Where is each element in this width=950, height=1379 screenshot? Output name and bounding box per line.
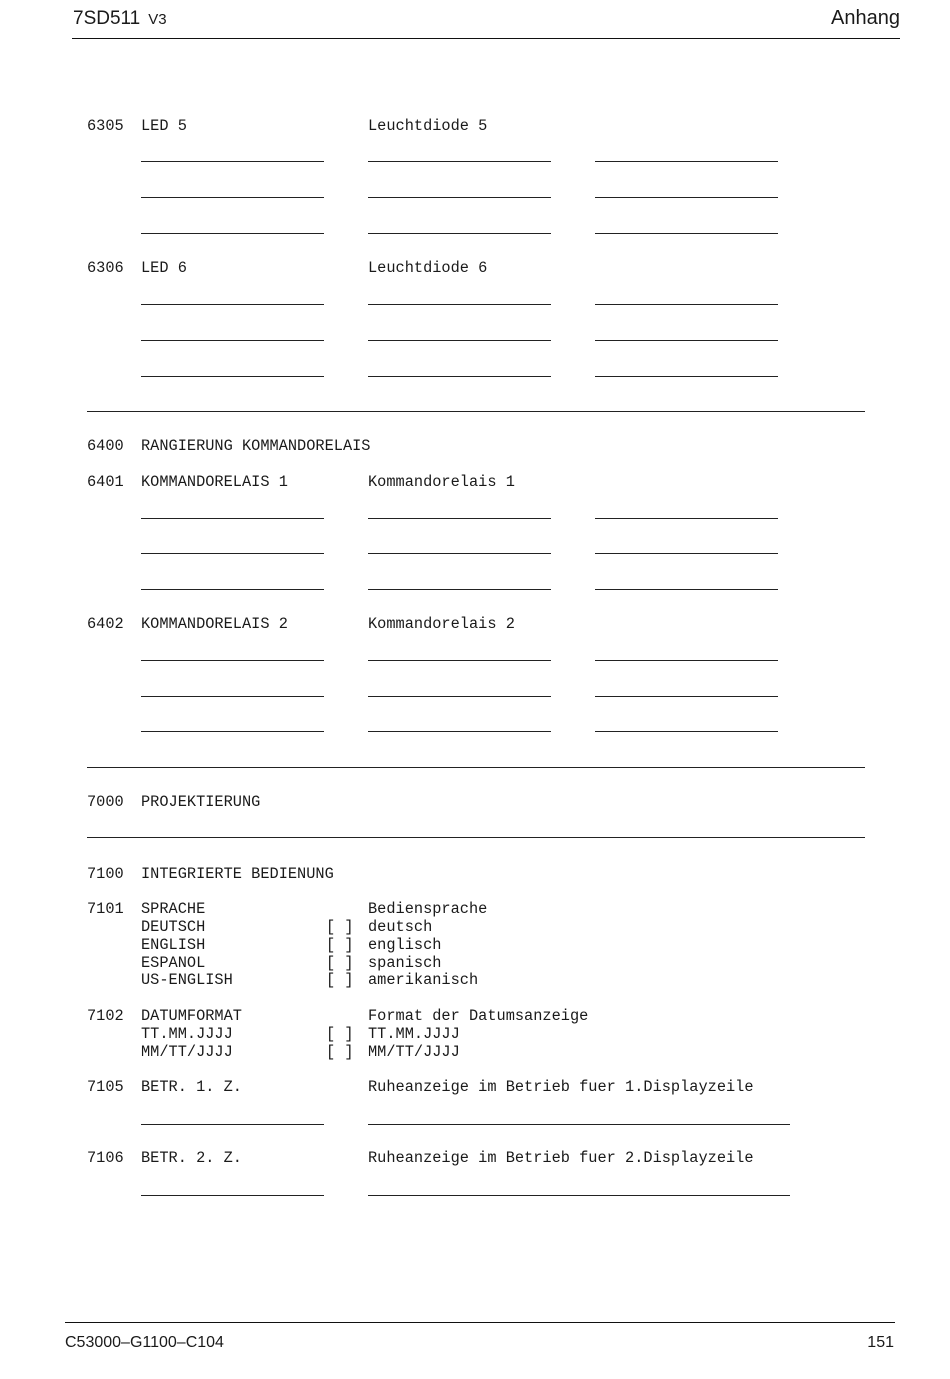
footer-page-number: 151 <box>867 1334 894 1351</box>
section-code: 6400 <box>87 437 124 455</box>
entry-blank[interactable] <box>595 589 778 590</box>
item-description: Leuchtdiode 5 <box>368 117 488 135</box>
item-description: Ruheanzeige im Betrieb fuer 2.Displayzeile <box>368 1149 754 1167</box>
entry-blank[interactable] <box>368 731 551 732</box>
item-description: Kommandorelais 1 <box>368 473 515 491</box>
option-value: ENGLISH <box>141 936 206 954</box>
entry-blank[interactable] <box>368 589 551 590</box>
option-checkbox[interactable]: [ ] <box>326 918 354 936</box>
footer-rule <box>65 1322 895 1323</box>
entry-blank[interactable] <box>368 518 551 519</box>
entry-blank[interactable] <box>141 731 324 732</box>
section-title: RANGIERUNG KOMMANDORELAIS <box>141 437 371 455</box>
section-separator <box>87 411 865 412</box>
option-value: MM/TT/JJJJ <box>141 1043 233 1061</box>
option-value: ESPANOL <box>141 954 206 972</box>
item-description: Kommandorelais 2 <box>368 615 515 633</box>
item-name: BETR. 1. Z. <box>141 1078 242 1096</box>
entry-blank[interactable] <box>595 731 778 732</box>
entry-blank[interactable] <box>595 660 778 661</box>
entry-blank[interactable] <box>141 660 324 661</box>
header-model <box>73 8 167 30</box>
item-name: DATUMFORMAT <box>141 1007 242 1025</box>
item-name: LED 5 <box>141 117 187 135</box>
item-name: KOMMANDORELAIS 1 <box>141 473 288 491</box>
option-label: deutsch <box>368 918 433 936</box>
section-separator <box>87 767 865 768</box>
section-title: INTEGRIERTE BEDIENUNG <box>141 865 334 883</box>
entry-blank[interactable] <box>141 304 324 305</box>
entry-blank[interactable] <box>141 233 324 234</box>
entry-blank[interactable] <box>368 376 551 377</box>
entry-blank[interactable] <box>595 340 778 341</box>
section-separator <box>87 837 865 838</box>
section-code: 7100 <box>87 865 124 883</box>
option-checkbox[interactable]: [ ] <box>326 971 354 989</box>
entry-blank[interactable] <box>141 340 324 341</box>
option-checkbox[interactable]: [ ] <box>326 954 354 972</box>
entry-blank-long[interactable] <box>368 1124 790 1125</box>
item-name: SPRACHE <box>141 900 206 918</box>
option-value: US-ENGLISH <box>141 971 233 989</box>
header-model-name: 7SD511 <box>73 8 141 29</box>
item-code: 6402 <box>87 615 124 633</box>
entry-blank[interactable] <box>595 233 778 234</box>
entry-blank[interactable] <box>141 696 324 697</box>
option-label: spanisch <box>368 954 442 972</box>
item-code: 7105 <box>87 1078 124 1096</box>
entry-blank-long[interactable] <box>368 1195 790 1196</box>
item-code: 6306 <box>87 259 124 277</box>
entry-blank[interactable] <box>595 518 778 519</box>
option-checkbox[interactable]: [ ] <box>326 936 354 954</box>
entry-blank[interactable] <box>368 553 551 554</box>
section-code: 7000 <box>87 793 124 811</box>
option-label: englisch <box>368 936 442 954</box>
entry-blank[interactable] <box>141 376 324 377</box>
entry-blank[interactable] <box>141 518 324 519</box>
entry-blank[interactable] <box>368 660 551 661</box>
item-description: Format der Datumsanzeige <box>368 1007 589 1025</box>
item-code: 6401 <box>87 473 124 491</box>
entry-blank[interactable] <box>141 1124 324 1125</box>
entry-blank[interactable] <box>368 161 551 162</box>
item-code: 7102 <box>87 1007 124 1025</box>
header-version: V3 <box>148 11 167 28</box>
item-name: LED 6 <box>141 259 187 277</box>
entry-blank[interactable] <box>368 197 551 198</box>
item-description: Leuchtdiode 6 <box>368 259 488 277</box>
item-code: 7106 <box>87 1149 124 1167</box>
item-code: 7101 <box>87 900 124 918</box>
option-label: TT.MM.JJJJ <box>368 1025 460 1043</box>
option-checkbox[interactable]: [ ] <box>326 1025 354 1043</box>
entry-blank[interactable] <box>595 304 778 305</box>
option-value: TT.MM.JJJJ <box>141 1025 233 1043</box>
item-name: KOMMANDORELAIS 2 <box>141 615 288 633</box>
entry-blank[interactable] <box>368 696 551 697</box>
option-value: DEUTSCH <box>141 918 206 936</box>
item-name: BETR. 2. Z. <box>141 1149 242 1167</box>
item-description: Bediensprache <box>368 900 488 918</box>
entry-blank[interactable] <box>141 1195 324 1196</box>
entry-blank[interactable] <box>368 233 551 234</box>
entry-blank[interactable] <box>141 197 324 198</box>
item-description: Ruheanzeige im Betrieb fuer 1.Displayzeile <box>368 1078 754 1096</box>
section-title: PROJEKTIERUNG <box>141 793 261 811</box>
entry-blank[interactable] <box>368 304 551 305</box>
entry-blank[interactable] <box>368 340 551 341</box>
option-checkbox[interactable]: [ ] <box>326 1043 354 1061</box>
entry-blank[interactable] <box>595 197 778 198</box>
footer-doc-number: C53000–G1100–C104 <box>65 1334 224 1351</box>
entry-blank[interactable] <box>141 589 324 590</box>
option-label: MM/TT/JJJJ <box>368 1043 460 1061</box>
entry-blank[interactable] <box>141 553 324 554</box>
entry-blank[interactable] <box>595 161 778 162</box>
entry-blank[interactable] <box>595 376 778 377</box>
header-section: Anhang <box>831 7 900 29</box>
entry-blank[interactable] <box>595 553 778 554</box>
option-label: amerikanisch <box>368 971 479 989</box>
header-rule <box>72 38 900 39</box>
item-code: 6305 <box>87 117 124 135</box>
entry-blank[interactable] <box>141 161 324 162</box>
entry-blank[interactable] <box>595 696 778 697</box>
